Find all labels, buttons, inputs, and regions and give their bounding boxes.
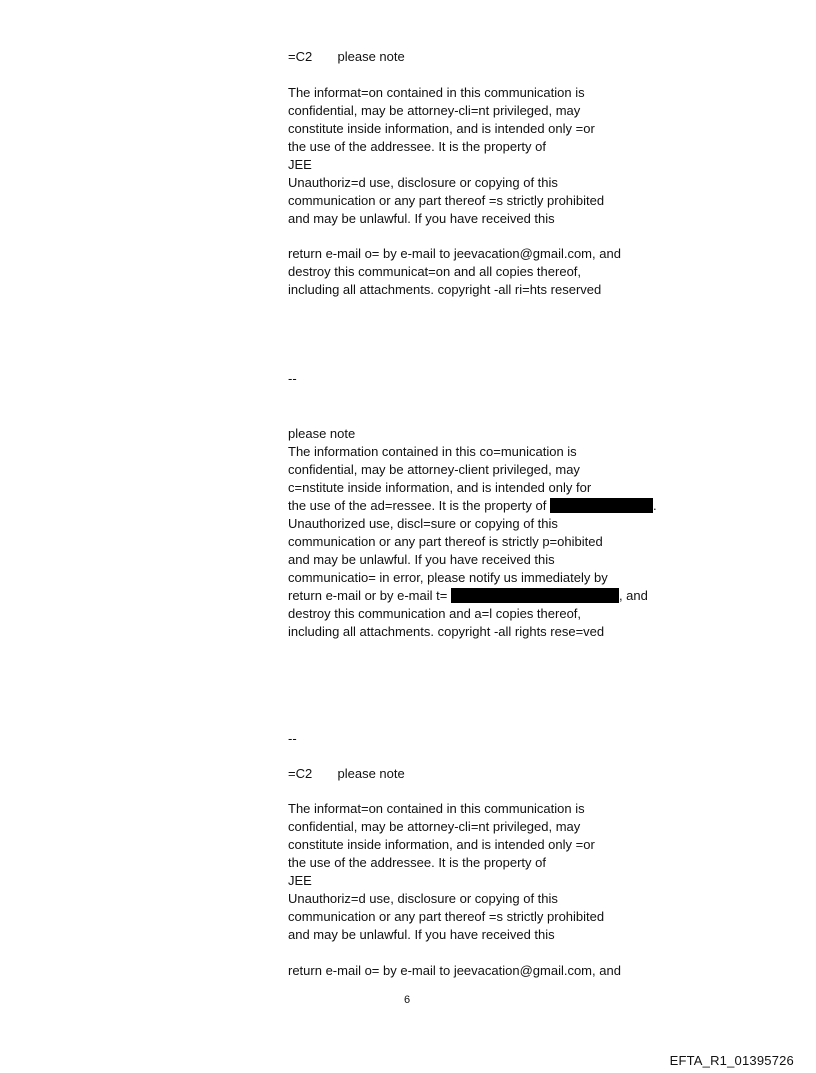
text-line: JEE — [288, 157, 312, 172]
text-line: destroy this communication and a=l copies thereof, — [288, 606, 582, 621]
text-segment: return e-mail or by e-mail t= — [288, 588, 448, 603]
text-line: the use of the addressee. It is the property of — [288, 139, 546, 154]
text-line: and may be unlawful. If you have received this — [288, 552, 555, 567]
notice-header — [288, 765, 405, 783]
document-id: EFTA_R1_01395726 — [669, 1053, 794, 1068]
text-segment: , and — [618, 588, 648, 603]
text-line: and may be unlawful. If you have received this — [288, 211, 555, 226]
text-line: return e-mail o= by e-mail to jeevacation@gmail.com, and — [288, 246, 621, 261]
text-line: communication or any part thereof is strictly p=ohibited — [288, 534, 603, 549]
text-line: constitute inside information, and is intended only =or — [288, 121, 595, 136]
redaction-box — [550, 498, 653, 513]
text-line: including all attachments. copyright -all ri=hts reserved — [288, 282, 602, 297]
separator: -- — [288, 371, 297, 386]
text-line: confidential, may be attorney-client privileged, may — [288, 462, 580, 477]
notice-header — [288, 48, 405, 66]
header-label: please note — [337, 49, 405, 64]
text-line: confidential, may be attorney-cli=nt privileged, may — [288, 819, 581, 834]
text-segment: the use of the ad=ressee. It is the property of — [288, 498, 547, 513]
separator: -- — [288, 731, 297, 746]
header-code: =C2 — [288, 766, 313, 781]
text-line: c=nstitute inside information, and is intended only for — [288, 480, 592, 495]
redaction-box — [451, 588, 619, 603]
property-line — [288, 497, 657, 515]
text-line: confidential, may be attorney-cli=nt privileged, may — [288, 103, 581, 118]
text-segment: . — [652, 498, 657, 513]
text-line: the use of the addressee. It is the property of — [288, 855, 546, 870]
header-label: please note — [337, 766, 405, 781]
text-line: Unauthorized use, discl=sure or copying of this — [288, 516, 558, 531]
text-line: please note — [288, 426, 356, 441]
text-line: Unauthoriz=d use, disclosure or copying of this — [288, 175, 558, 190]
text-line: communication or any part thereof =s strictly prohibited — [288, 909, 605, 924]
text-line: including all attachments. copyright -all rights rese=ved — [288, 624, 605, 639]
text-line: communication or any part thereof =s strictly prohibited — [288, 193, 605, 208]
text-line: The informat=on contained in this communication is — [288, 85, 585, 100]
page-number: 6 — [404, 994, 411, 1006]
header-code: =C2 — [288, 49, 313, 64]
text-line: Unauthoriz=d use, disclosure or copying of this — [288, 891, 558, 906]
text-line: constitute inside information, and is intended only =or — [288, 837, 595, 852]
text-line: return e-mail o= by e-mail to jeevacation@gmail.com, and — [288, 963, 621, 978]
text-line: The information contained in this co=munication is — [288, 444, 577, 459]
text-line: and may be unlawful. If you have received this — [288, 927, 555, 942]
text-line: destroy this communicat=on and all copies thereof, — [288, 264, 582, 279]
text-line: JEE — [288, 873, 312, 888]
email-line — [288, 587, 648, 605]
text-line: communicatio= in error, please notify us immediately by — [288, 570, 608, 585]
text-line: The informat=on contained in this communication is — [288, 801, 585, 816]
